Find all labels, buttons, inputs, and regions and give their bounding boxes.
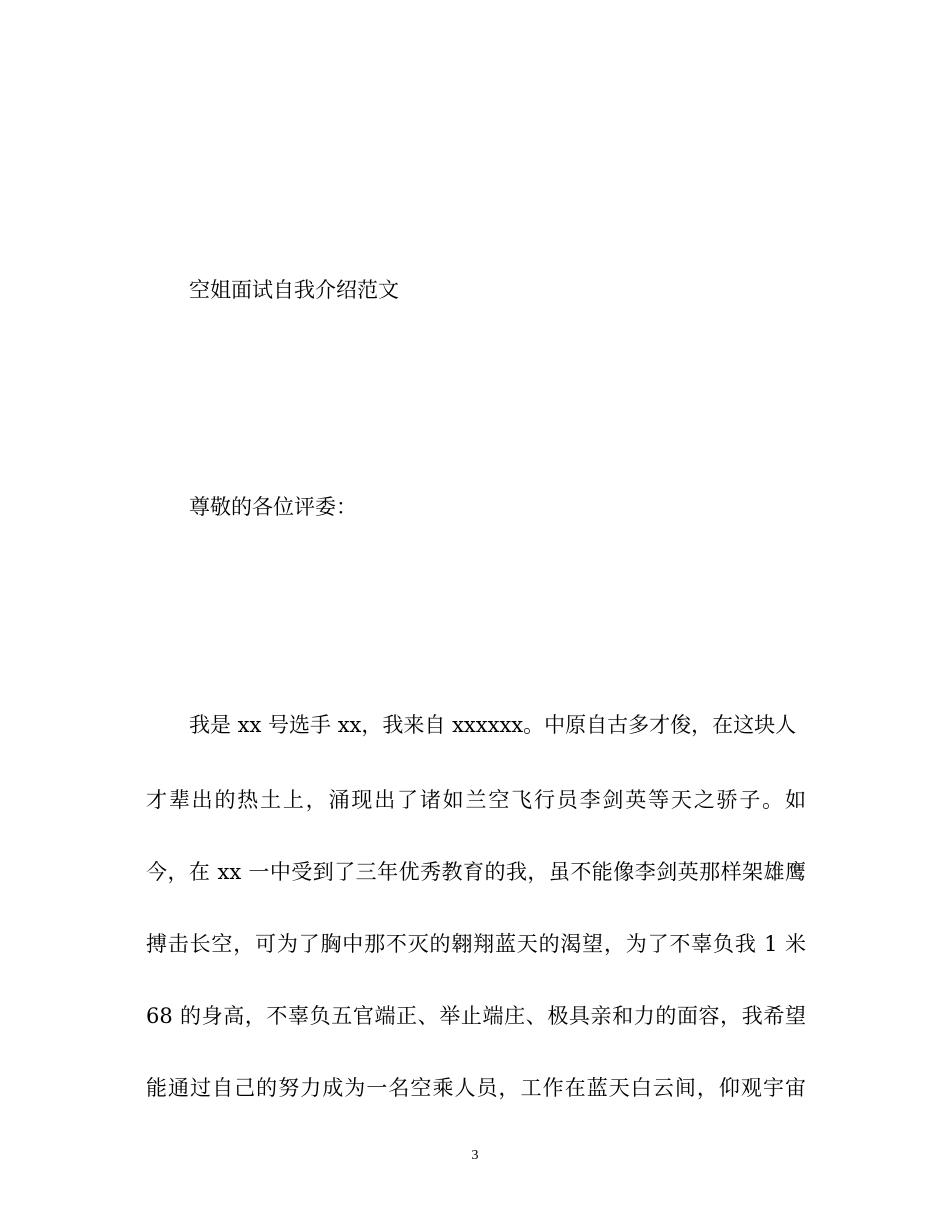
- document-title: 空姐面试自我介绍范文: [189, 278, 399, 302]
- body-line: 搏击长空，可为了胸中那不灭的翱翔蓝天的渴望，为了不辜负我 1 米: [146, 932, 806, 956]
- body-line: 今，在 xx 一中受到了三年优秀教育的我，虽不能像李剑英那样架雄鹰: [146, 860, 806, 884]
- body-line: 才辈出的热土上，涌现出了诸如兰空飞行员李剑英等天之骄子。如: [146, 788, 806, 812]
- body-line: 能通过自己的努力成为一名空乘人员，工作在蓝天白云间，仰观宇宙: [146, 1076, 806, 1100]
- page-number: 3: [471, 1148, 479, 1163]
- salutation: 尊敬的各位评委：: [189, 495, 357, 519]
- body-line: 我是 xx 号选手 xx，我来自 xxxxxx。中原自古多才俊，在这块人: [189, 713, 797, 737]
- body-line: 68 的身高，不辜负五官端正、举止端庄、极具亲和力的面容，我希望: [146, 1004, 806, 1028]
